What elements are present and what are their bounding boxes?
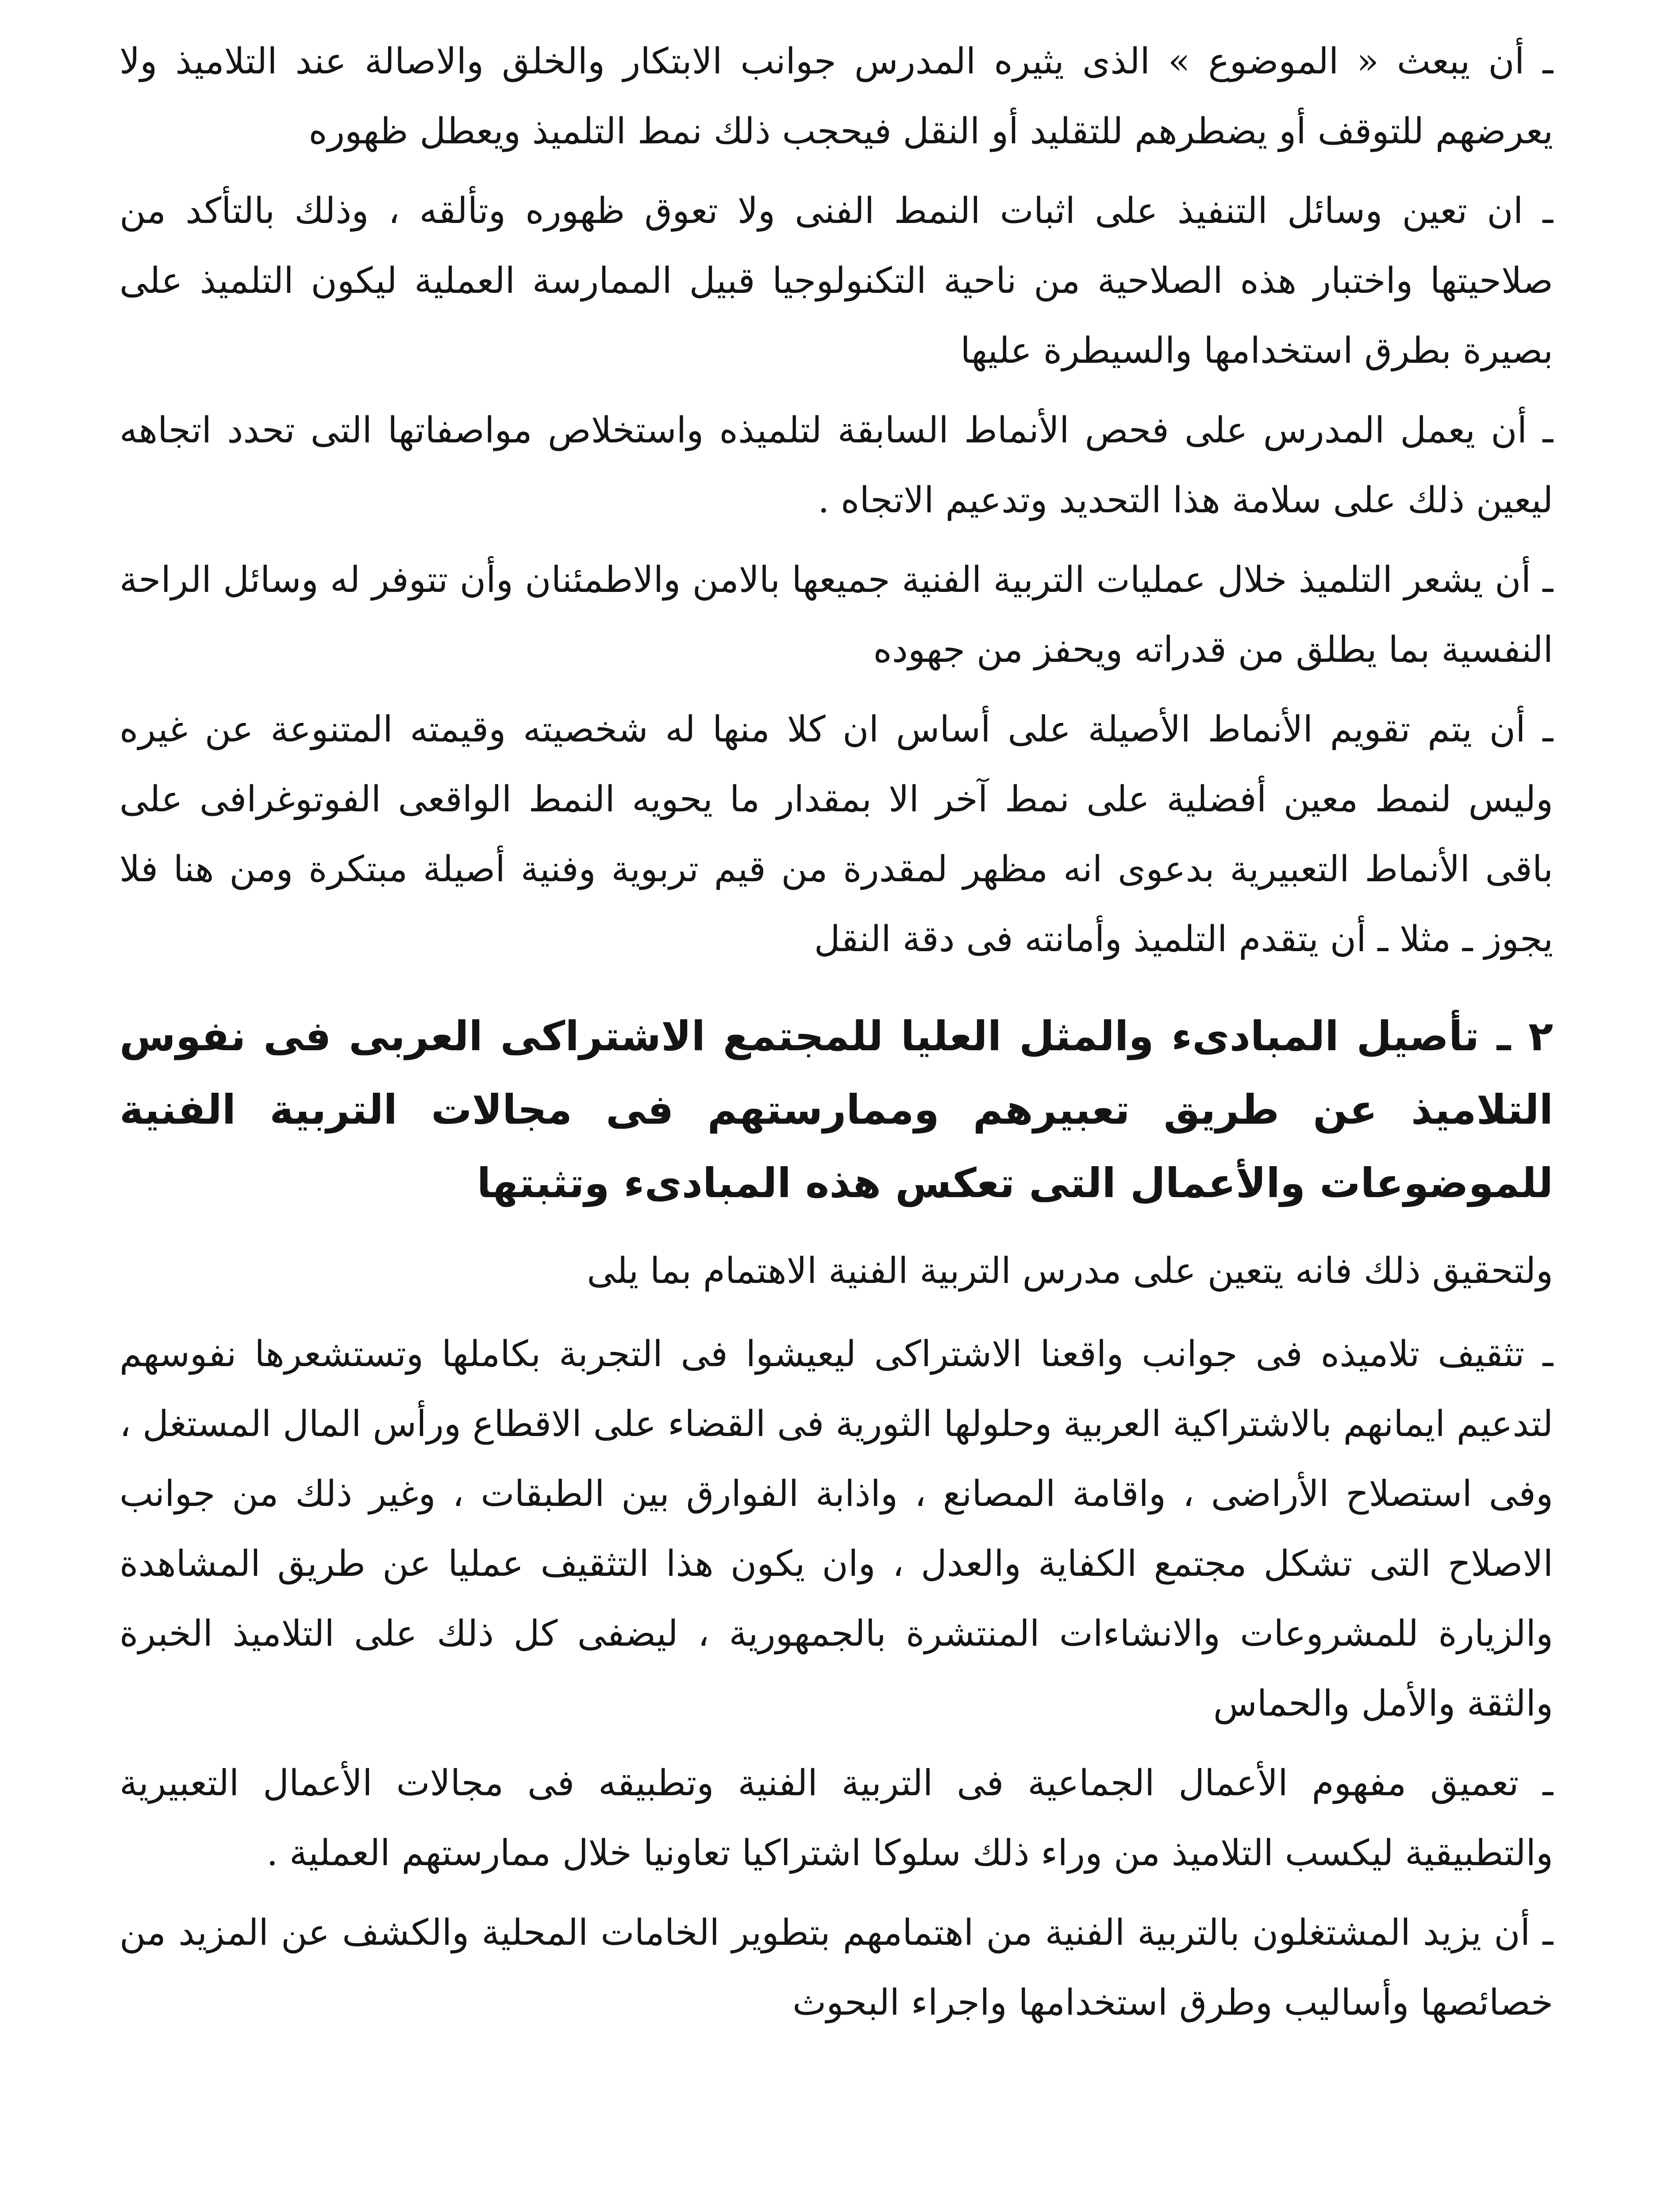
section-intro: ولتحقيق ذلك فانه يتعين على مدرس التربية الفنية الاهتمام بما يلى xyxy=(587,1250,1553,1292)
book-page xyxy=(119,27,1553,2212)
paragraph-7: ـ تعميق مفهوم الأعمال الجماعية فى التربية الفنية وتطبيقه فى مجالات الأعمال التعبيرية والتطبيقية ليكسب التلاميذ من وراء ذلك سلوكا اشتراكيا تعاونيا خلال ممارستهم العملية . xyxy=(119,1763,1553,1874)
paragraph-1: ـ أن يبعث « الموضوع » الذى يثيره المدرس جوانب الابتكار والخلق والاصالة عند التلاميذ ولا يعرضهم للتوقف أو يضطرهم للتقليد أو النقل فيحجب ذلك نمط التلميذ ويعطل ظهوره xyxy=(119,41,1553,152)
paragraph-2: ـ ان تعين وسائل التنفيذ على اثبات النمط الفنى ولا تعوق ظهوره وتألقه ، وذلك بالتأكد من صلاحيتها واختبار هذه الصلاحية من ناحية التكنولوجيا قبيل الممارسة العملية ليكون التلميذ على بصيرة بطرق استخدامها والسيطرة عليها xyxy=(119,190,1553,372)
paragraph-4: ـ أن يشعر التلميذ خلال عمليات التربية الفنية جميعها بالامن والاطمئنان وأن تتوفر له وسائل الراحة النفسية بما يطلق من قدراته ويحفز من جهوده xyxy=(119,559,1553,671)
section-heading: ٢ ـ تأصيل المبادىء والمثل العليا للمجتمع الاشتراكى العربى فى نفوس التلاميذ عن طريق تعبيرهم وممارستهم فى مجالات التربية الفنية للموضوعات والأعمال التى تعكس هذه المبادىء وتثبتها xyxy=(119,1013,1553,1207)
paragraph-6: ـ تثقيف تلاميذه فى جوانب واقعنا الاشتراكى ليعيشوا فى التجربة بكاملها وتستشعرها نفوسهم لتدعيم ايمانهم بالاشتراكية العربية وحلولها الثورية فى القضاء على الاقطاع ورأس المال المستغل ، وفى استصلاح الأراضى ، واقامة المصانع ، واذابة الفوارق بين الطبقات ، وغير ذلك من جوانب الاصلاح التى تشكل مجتمع الكفاية والعدل ، وان يكون هذا التثقيف عمليا عن طريق المشاهدة والزيارة للمشروعات والانشاءات المنتشرة بالجمهورية ، ليضفى كل ذلك على التلاميذ الخبرة والثقة والأمل والحماس xyxy=(119,1333,1553,1724)
paragraph-8: ـ أن يزيد المشتغلون بالتربية الفنية من اهتمامهم بتطوير الخامات المحلية والكشف عن المزيد من خصائصها وأساليب وطرق استخدامها واجراء البحوث xyxy=(119,1912,1553,2024)
paragraph-3: ـ أن يعمل المدرس على فحص الأنماط السابقة لتلميذه واستخلاص مواصفاتها التى تحدد اتجاهه ليعين ذلك على سلامة هذا التحديد وتدعيم الاتجاه . xyxy=(119,410,1553,521)
paragraph-5: ـ أن يتم تقويم الأنماط الأصيلة على أساس ان كلا منها له شخصيته وقيمته المتنوعة عن غيره وليس لنمط معين أفضلية على نمط آخر الا بمقدار ما يحويه النمط الواقعى الفوتوغرافى على باقى الأنماط التعبيرية بدعوى انه مظهر لمقدرة من قيم تربوية وفنية أصيلة مبتكرة ومن هنا فلا يجوز ـ مثلا ـ أن يتقدم التلميذ وأمانته فى دقة النقل xyxy=(119,709,1553,960)
